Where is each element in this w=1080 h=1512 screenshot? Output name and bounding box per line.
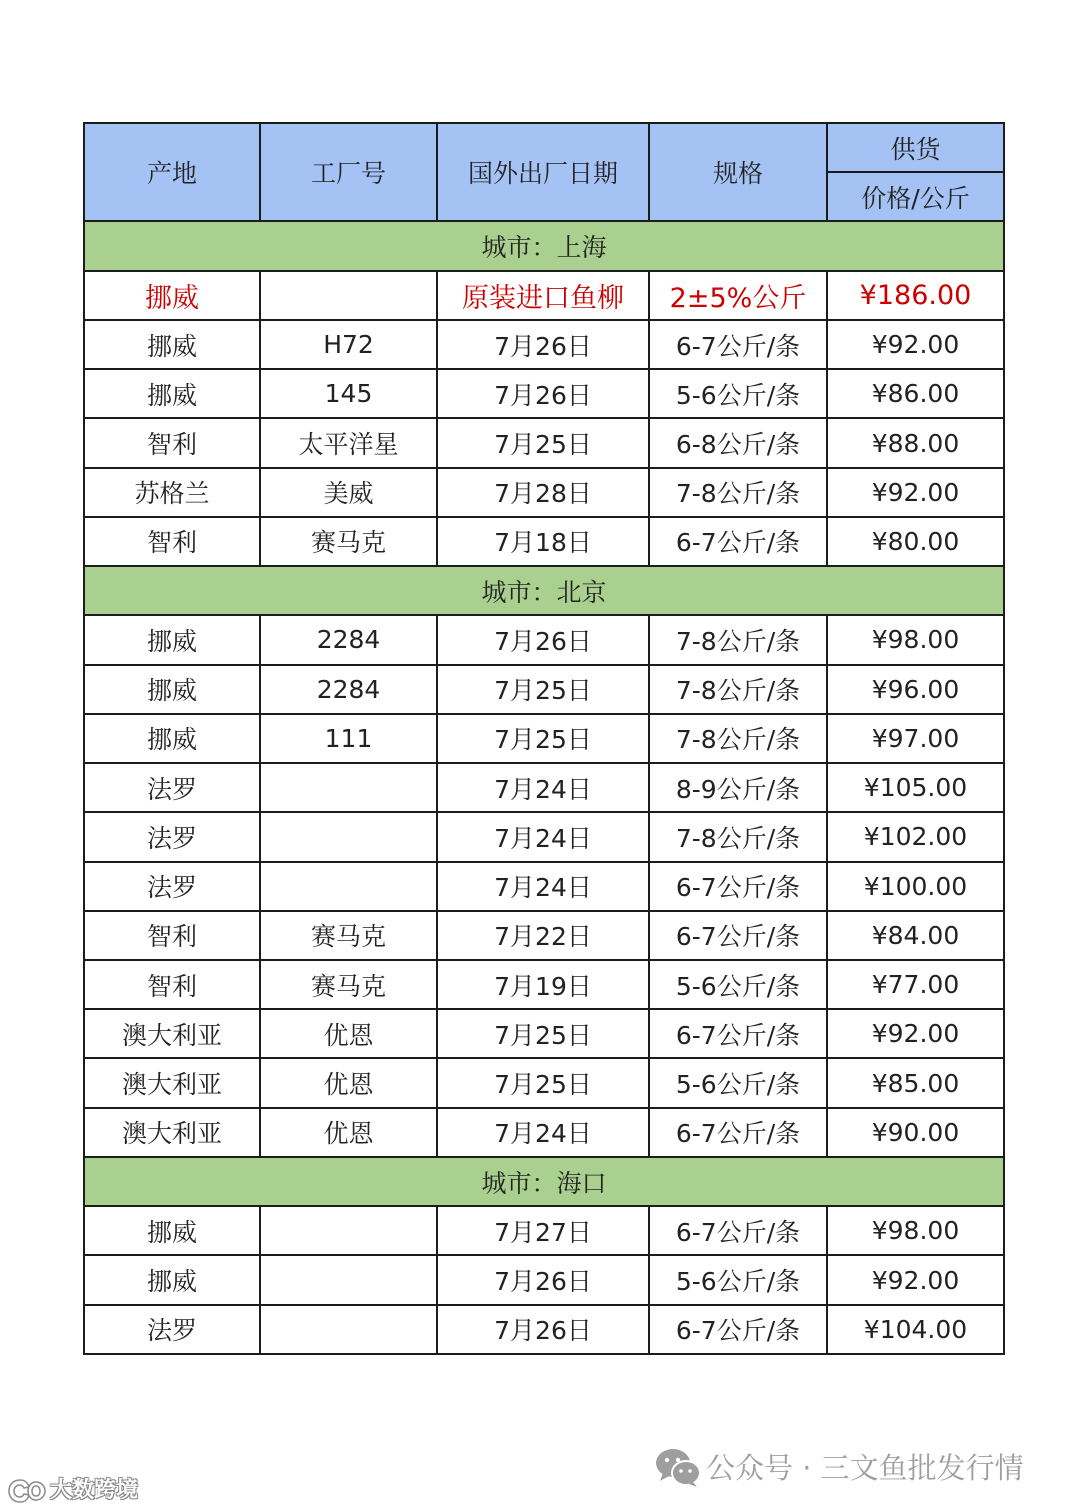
cell-price: ¥86.00	[827, 369, 1004, 418]
cell-spec: 7-8公斤/条	[649, 468, 827, 517]
cell-origin: 挪威	[84, 1255, 260, 1304]
cell-spec: 2±5%公斤	[649, 271, 827, 320]
cell-origin: 智利	[84, 517, 260, 566]
cell-factory: 赛马克	[260, 960, 437, 1009]
cell-origin: 智利	[84, 960, 260, 1009]
table-row	[84, 468, 1004, 517]
header-date: 国外出厂日期	[437, 123, 649, 221]
table-row	[84, 812, 1004, 861]
cell-price: ¥186.00	[827, 271, 1004, 320]
cell-date: 7月26日	[437, 320, 649, 369]
cell-date: 7月24日	[437, 1108, 649, 1157]
table-header	[84, 123, 1004, 221]
cell-factory	[260, 763, 437, 812]
cell-date: 7月27日	[437, 1206, 649, 1255]
cell-origin: 挪威	[84, 271, 260, 320]
cell-origin: 澳大利亚	[84, 1009, 260, 1058]
cell-origin: 澳大利亚	[84, 1058, 260, 1107]
cell-price: ¥97.00	[827, 714, 1004, 763]
table-row	[84, 1206, 1004, 1255]
cell-spec: 5-6公斤/条	[649, 369, 827, 418]
cell-spec: 6-8公斤/条	[649, 418, 827, 467]
wechat-icon	[655, 1448, 701, 1488]
cell-date: 7月26日	[437, 1305, 649, 1354]
account-watermark: 公众号 · 三文鱼批发行情	[706, 1451, 1024, 1485]
cell-spec: 6-7公斤/条	[649, 1206, 827, 1255]
price-table	[83, 122, 1005, 1355]
cell-price: ¥100.00	[827, 862, 1004, 911]
cell-date: 7月25日	[437, 1009, 649, 1058]
cell-date: 7月25日	[437, 1058, 649, 1107]
cell-origin: 挪威	[84, 369, 260, 418]
cell-price: ¥88.00	[827, 418, 1004, 467]
cell-date: 7月26日	[437, 1255, 649, 1304]
cell-date: 7月22日	[437, 911, 649, 960]
table-row	[84, 1255, 1004, 1304]
table-row	[84, 714, 1004, 763]
cell-factory: 优恩	[260, 1009, 437, 1058]
cell-price: ¥80.00	[827, 517, 1004, 566]
header-origin: 产地	[84, 123, 260, 221]
cell-price: ¥102.00	[827, 812, 1004, 861]
cell-spec: 5-6公斤/条	[649, 960, 827, 1009]
cell-spec: 6-7公斤/条	[649, 1009, 827, 1058]
cell-origin: 法罗	[84, 763, 260, 812]
cell-date: 7月26日	[437, 615, 649, 664]
table-row	[84, 369, 1004, 418]
cell-spec: 6-7公斤/条	[649, 517, 827, 566]
cell-price: ¥85.00	[827, 1058, 1004, 1107]
cell-origin: 法罗	[84, 862, 260, 911]
cell-origin: 挪威	[84, 1206, 260, 1255]
header-price-unit: 价格/公斤	[827, 172, 1004, 221]
cell-factory	[260, 812, 437, 861]
cell-spec: 7-8公斤/条	[649, 714, 827, 763]
cell-factory	[260, 1206, 437, 1255]
cell-factory: 111	[260, 714, 437, 763]
cell-factory	[260, 862, 437, 911]
cell-spec: 5-6公斤/条	[649, 1058, 827, 1107]
table-row-highlight	[84, 271, 1004, 320]
cell-factory: 优恩	[260, 1108, 437, 1157]
cell-origin: 挪威	[84, 714, 260, 763]
cell-factory: 美威	[260, 468, 437, 517]
cell-spec: 6-7公斤/条	[649, 1305, 827, 1354]
cell-price: ¥84.00	[827, 911, 1004, 960]
cell-origin: 法罗	[84, 812, 260, 861]
city-label: 城市：海口	[84, 1157, 1004, 1206]
cell-origin: 挪威	[84, 615, 260, 664]
cell-factory: 145	[260, 369, 437, 418]
cell-date: 7月24日	[437, 763, 649, 812]
cell-date: 原装进口鱼柳	[437, 271, 649, 320]
cell-factory: 赛马克	[260, 517, 437, 566]
cell-date: 7月25日	[437, 665, 649, 714]
table-body	[84, 221, 1004, 1353]
cell-price: ¥92.00	[827, 1009, 1004, 1058]
city-section-row	[84, 566, 1004, 615]
cell-origin: 澳大利亚	[84, 1108, 260, 1157]
cell-date: 7月28日	[437, 468, 649, 517]
cell-spec: 5-6公斤/条	[649, 1255, 827, 1304]
cell-origin: 挪威	[84, 665, 260, 714]
cell-date: 7月24日	[437, 862, 649, 911]
table-row	[84, 1058, 1004, 1107]
cell-price: ¥92.00	[827, 468, 1004, 517]
cell-date: 7月19日	[437, 960, 649, 1009]
cell-date: 7月24日	[437, 812, 649, 861]
table-row	[84, 1009, 1004, 1058]
cell-origin: 智利	[84, 418, 260, 467]
cell-factory: 2284	[260, 665, 437, 714]
cell-price: ¥98.00	[827, 1206, 1004, 1255]
cell-factory: 优恩	[260, 1058, 437, 1107]
cell-origin: 智利	[84, 911, 260, 960]
cell-date: 7月26日	[437, 369, 649, 418]
cell-origin: 挪威	[84, 320, 260, 369]
table-row	[84, 665, 1004, 714]
header-factory: 工厂号	[260, 123, 437, 221]
cell-price: ¥96.00	[827, 665, 1004, 714]
cell-date: 7月25日	[437, 714, 649, 763]
cell-spec: 7-8公斤/条	[649, 615, 827, 664]
cell-price: ¥90.00	[827, 1108, 1004, 1157]
city-section-row	[84, 1157, 1004, 1206]
header-spec: 规格	[649, 123, 827, 221]
cell-date: 7月25日	[437, 418, 649, 467]
cell-spec: 6-7公斤/条	[649, 862, 827, 911]
city-label: 城市：上海	[84, 221, 1004, 270]
cell-factory	[260, 271, 437, 320]
table-row	[84, 960, 1004, 1009]
cell-origin: 苏格兰	[84, 468, 260, 517]
brand-logo-icon	[6, 1474, 48, 1508]
cell-price: ¥92.00	[827, 320, 1004, 369]
table-row	[84, 418, 1004, 467]
cell-factory: H72	[260, 320, 437, 369]
cell-factory	[260, 1305, 437, 1354]
brand-watermark: 大数跨境	[50, 1478, 139, 1503]
cell-factory: 赛马克	[260, 911, 437, 960]
cell-price: ¥77.00	[827, 960, 1004, 1009]
cell-spec: 6-7公斤/条	[649, 911, 827, 960]
cell-date: 7月18日	[437, 517, 649, 566]
cell-spec: 7-8公斤/条	[649, 812, 827, 861]
cell-spec: 8-9公斤/条	[649, 763, 827, 812]
table-row	[84, 1305, 1004, 1354]
table-row	[84, 763, 1004, 812]
cell-factory	[260, 1255, 437, 1304]
table-row	[84, 320, 1004, 369]
cell-price: ¥92.00	[827, 1255, 1004, 1304]
cell-spec: 6-7公斤/条	[649, 320, 827, 369]
cell-price: ¥98.00	[827, 615, 1004, 664]
city-label: 城市：北京	[84, 566, 1004, 615]
city-section-row	[84, 221, 1004, 270]
cell-spec: 6-7公斤/条	[649, 1108, 827, 1157]
cell-price: ¥104.00	[827, 1305, 1004, 1354]
cell-origin: 法罗	[84, 1305, 260, 1354]
table-row	[84, 862, 1004, 911]
cell-factory: 2284	[260, 615, 437, 664]
table-row	[84, 911, 1004, 960]
table-row	[84, 1108, 1004, 1157]
cell-price: ¥105.00	[827, 763, 1004, 812]
cell-spec: 7-8公斤/条	[649, 665, 827, 714]
header-supply: 供货	[827, 123, 1004, 172]
cell-factory: 太平洋星	[260, 418, 437, 467]
table-row	[84, 517, 1004, 566]
table-row	[84, 615, 1004, 664]
header-row	[84, 123, 1004, 172]
